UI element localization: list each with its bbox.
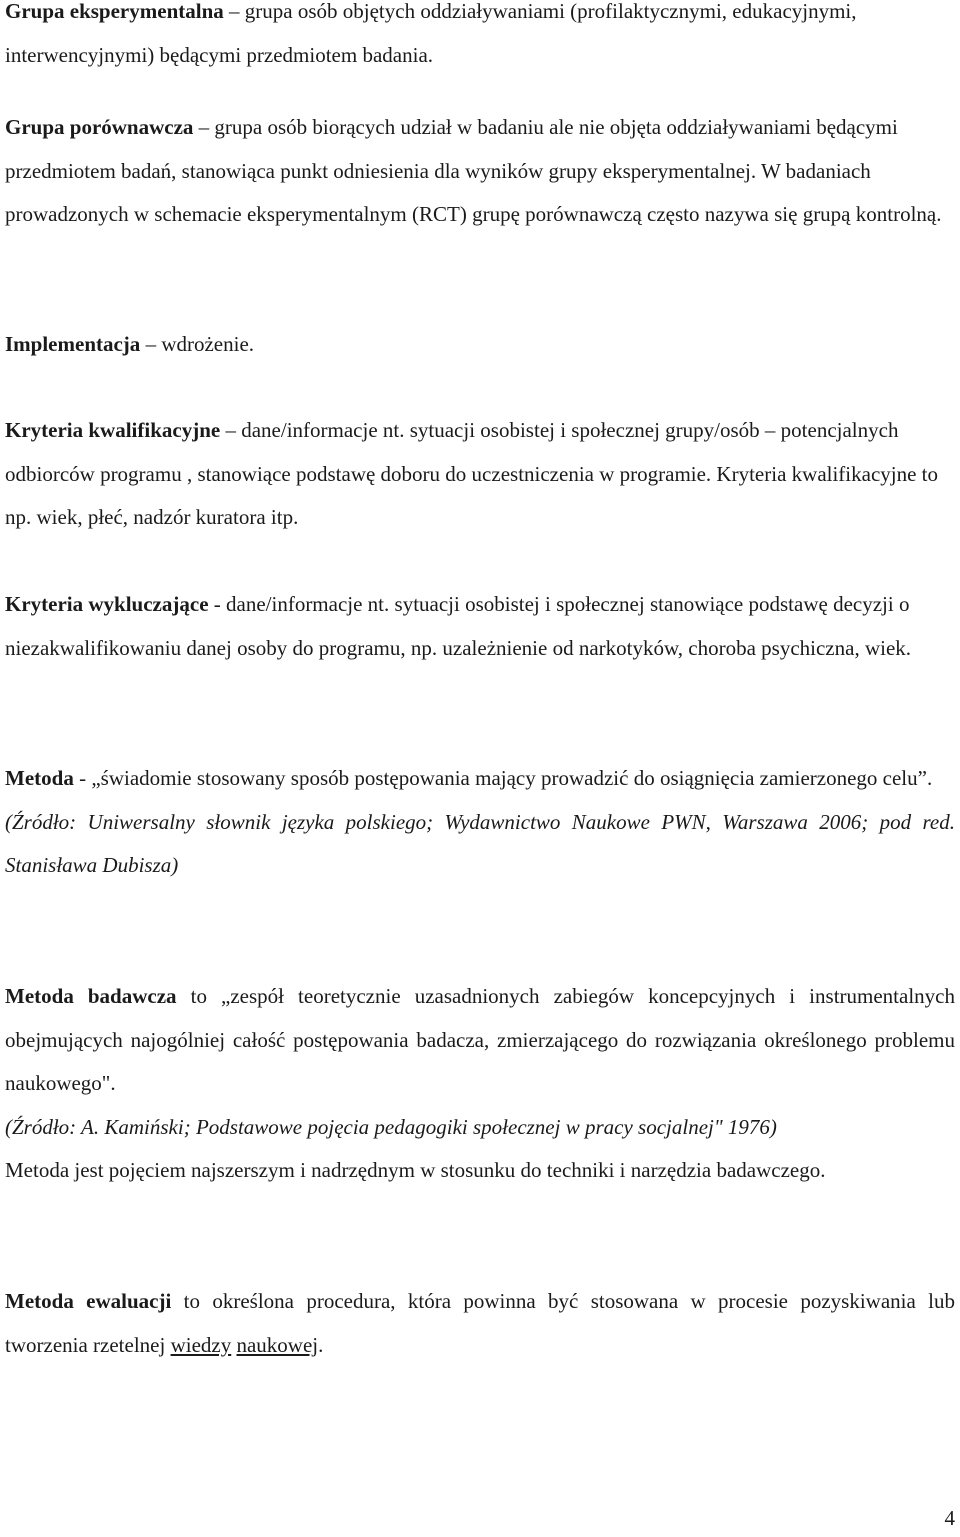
term-kryteria-wykluczajace: Kryteria wykluczające bbox=[5, 592, 209, 616]
page-number: 4 bbox=[944, 1506, 955, 1530]
term-metoda-badawcza: Metoda badawcza bbox=[5, 984, 177, 1008]
definition-text: – wdrożenie. bbox=[140, 332, 255, 356]
term-grupa-eksperymentalna: Grupa eksperymentalna bbox=[5, 0, 224, 23]
term-grupa-porownawcza: Grupa porównawcza bbox=[5, 115, 194, 139]
definition-text: – dane/informacje nt. sytuacji osobistej i społecznej grupy/osób – potencjalnych odbiorców programu , stanowiące podstawę doboru do uczestniczenia w programie. Kryteria kwalifikacyjne to np. wiek, płeć, nadzór kuratora itp. bbox=[5, 418, 939, 529]
definition-text: to określona procedura, która powinna być stosowana w procesie pozyskiwania lub tworzenia rzetelnej bbox=[5, 1289, 955, 1357]
definition-text: - „świadomie stosowany sposób postępowania mający prowadzić do osiągnięcia zamierzonego celu”. bbox=[73, 766, 933, 790]
definition-text: to „zespół teoretycznie uzasadnionych zabiegów koncepcyjnych i instrumentalnych obejmujących najogólniej całość postępowania badacza, zmierzającego do rozwiązania określonego problemu naukowego". bbox=[5, 984, 955, 1095]
definition-text: - dane/informacje nt. sytuacji osobistej i społecznej stanowiące podstawę decyzji o niezakwalifikowaniu danej osoby do programu, np. uzależnienie od narkotyków, choroba psychiczna, wiek. bbox=[5, 592, 912, 660]
definition-kryteria-wykluczajace bbox=[5, 583, 955, 670]
definition-metoda-badawcza-body bbox=[5, 975, 955, 1106]
link-naukowej[interactable]: naukowej bbox=[236, 1332, 319, 1357]
term-kryteria-kwalifikacyjne: Kryteria kwalifikacyjne bbox=[5, 418, 221, 442]
source-citation: (Źródło: A. Kamiński; Podstawowe pojęcia pedagogiki społecznej w pracy socjalnej" 1976) bbox=[5, 1114, 777, 1139]
definition-grupa-porownawcza bbox=[5, 106, 955, 237]
definition-grupa-eksperymentalna bbox=[5, 0, 955, 77]
definition-text: – grupa osób objętych oddziaływaniami (profilaktycznymi, edukacyjnymi, interwencyjnymi) będącymi przedmiotem badania. bbox=[5, 0, 857, 67]
definition-metoda bbox=[5, 757, 955, 888]
definition-implementacja bbox=[5, 323, 955, 367]
definition-metoda-ewaluacji: Metoda ewaluacji to określona procedura, która powinna być stosowana w procesie pozyskiwania lub tworzenia rzetelnej wiedzy naukowej. bbox=[5, 1289, 955, 1357]
term-metoda: Metoda bbox=[5, 766, 74, 790]
definition-metoda-body bbox=[5, 757, 955, 801]
term-metoda-ewaluacji: Metoda ewaluacji bbox=[5, 1289, 172, 1313]
definition-metoda-badawcza bbox=[5, 975, 955, 1193]
definition-kryteria-kwalifikacyjne bbox=[5, 409, 955, 540]
term-implementacja: Implementacja bbox=[5, 332, 141, 356]
definition-text: – grupa osób biorących udział w badaniu ale nie objęta oddziaływaniami będącymi przedmiotem badań, stanowiąca punkt odniesienia dla wyników grupy eksperymentalnej. W badaniach prowadzonych w schemacie eksperymentalnym (RCT) grupę porównawczą często nazywa się grupą kontrolną. bbox=[5, 115, 942, 226]
link-wiedzy[interactable]: wiedzy bbox=[170, 1332, 232, 1357]
definition-note: Metoda jest pojęciem najszerszym i nadrzędnym w stosunku do techniki i narzędzia badawczego. bbox=[5, 1158, 826, 1182]
source-citation: (Źródło: Uniwersalny słownik języka polskiego; Wydawnictwo Naukowe PWN, Warszawa 2006; pod red. Stanisława Dubisza) bbox=[5, 809, 955, 877]
